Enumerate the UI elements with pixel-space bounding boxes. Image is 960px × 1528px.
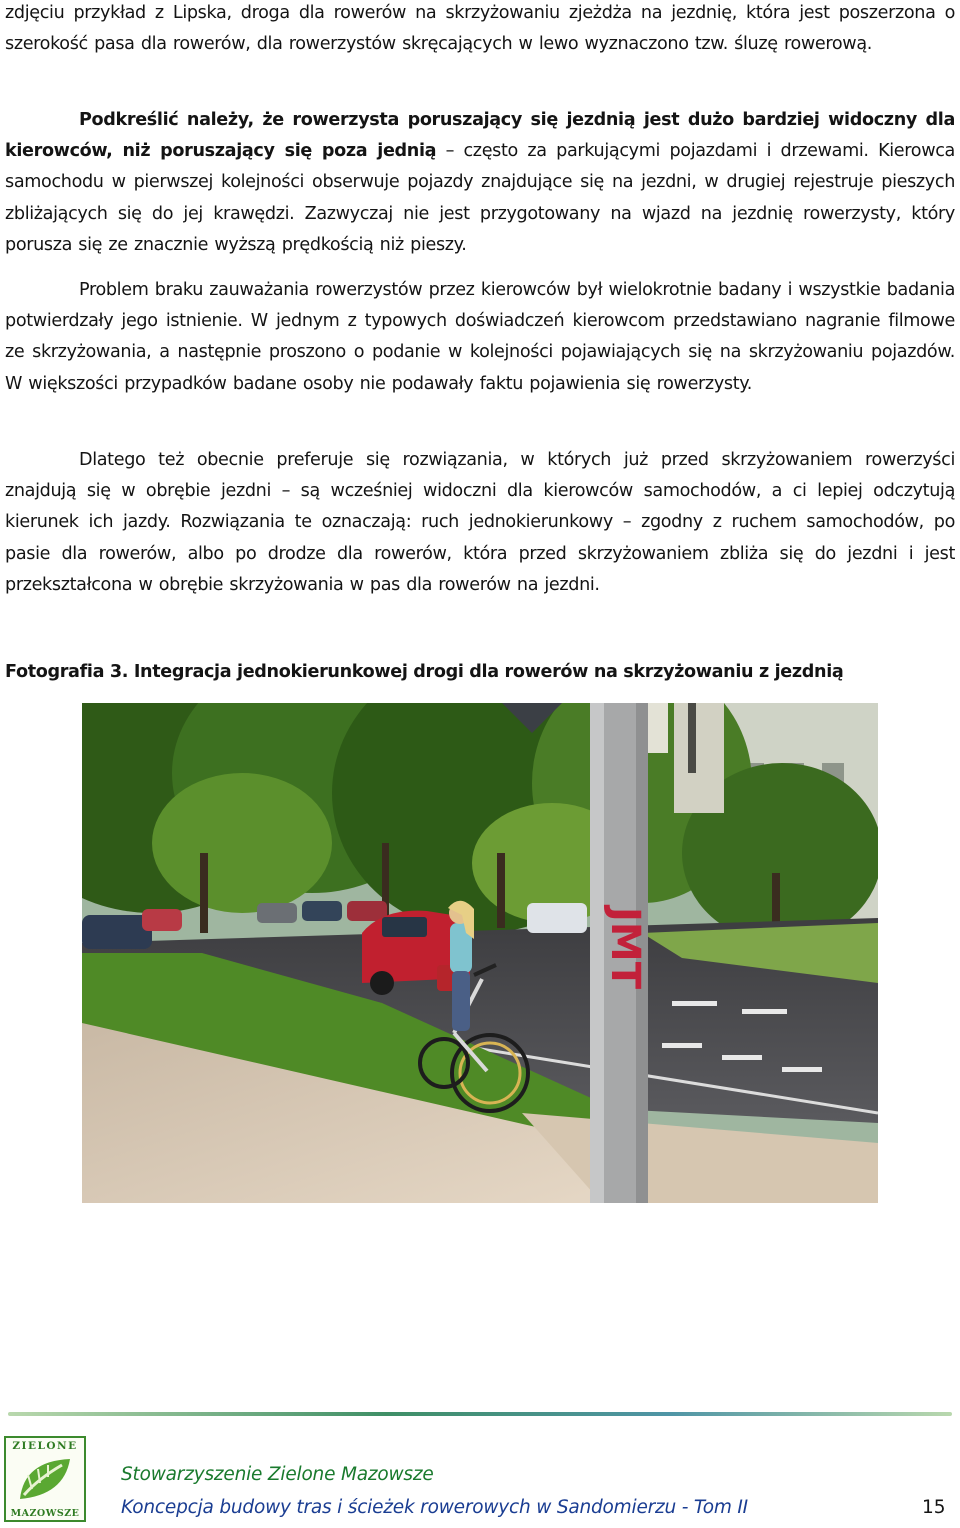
graffiti-text: JMT [602, 907, 648, 989]
paragraph-2 [5, 105, 955, 261]
paragraph-1: zdjęciu przykład z Lipska, droga dla rowerów na skrzyżowaniu zjeżdża na jezdnię, która jest poszerzona o szerokość pasa dla rowerów, dla rowerzystów skręcających w lewo wyznaczono tzw. śluzę rowerową. [5, 3, 955, 55]
figure-caption: Fotografia 3. Integracja jednokierunkowej drogi dla rowerów na skrzyżowaniu z jezdnią [5, 662, 844, 682]
leaf-icon [14, 1453, 76, 1507]
paragraph-4-text: Dlatego też obecnie preferuje się rozwiązania, w których już przed skrzyżowaniem rowerzyści znajdują się w obrębie jezdni – są wcześniej widoczni dla kierowców samochodów, a ci lepiej odczytują kierunek ich jazdy. Rozwiązania te oznaczają: ruch jednokierunkowy – zgodny z ruchem samochodów, po pasie dla rowerów, albo po drodze dla rowerów, która przed skrzyżowaniem zbliża się do jezdni i jest przekształcona w obrębie skrzyżowania w pas dla rowerów na jezdni. [5, 450, 955, 595]
page-number: 15 [922, 1497, 946, 1518]
logo-text-bottom: MAZOWSZE [10, 1508, 80, 1519]
paragraph-2-rest: – często za parkującymi pojazdami i drzewami. Kierowca samochodu w pierwszej kolejności obserwuje pojazdy znajdujące się na jezdni, w drugiej rejestruje pieszych zbliżających się do jej krawędzi. Zazwyczaj nie jest przygotowany na wjazd na jezdnię rowerzysty, który porusza się ze znacznie wyższą prędkością niż pieszy. [5, 141, 955, 255]
footer-rule [8, 1412, 952, 1416]
organization-logo [4, 1436, 86, 1522]
photo-illustration [82, 703, 878, 1203]
intersection-photo [82, 703, 878, 1203]
paragraph-3 [5, 275, 955, 400]
paragraph-4 [5, 445, 955, 601]
paragraph-2-bold: Podkreślić należy, że rowerzysta poruszający się jezdnią jest dużo bardziej widoczny dla kierowców, niż poruszający się poza jednią [5, 110, 955, 162]
paragraph-3-text: Problem braku zauważania rowerzystów przez kierowców był wielokrotnie badany i wszystkie badania potwierdzały jego istnienie. W jednym z typowych doświadczeń kierowcom przedstawiano nagranie filmowe ze skrzyżowania, a następnie proszono o podanie w kolejności pojawiających się na skrzyżowaniu pojazdów. W większości przypadków badane osoby nie podawały faktu pojawienia się rowerzysty. [5, 280, 955, 394]
footer-document-title: Koncepcja budowy tras i ścieżek rowerowych w Sandomierzu - Tom II [121, 1497, 748, 1518]
footer-organization: Stowarzyszenie Zielone Mazowsze [121, 1464, 434, 1485]
logo-text-top: ZIELONE [12, 1440, 78, 1452]
